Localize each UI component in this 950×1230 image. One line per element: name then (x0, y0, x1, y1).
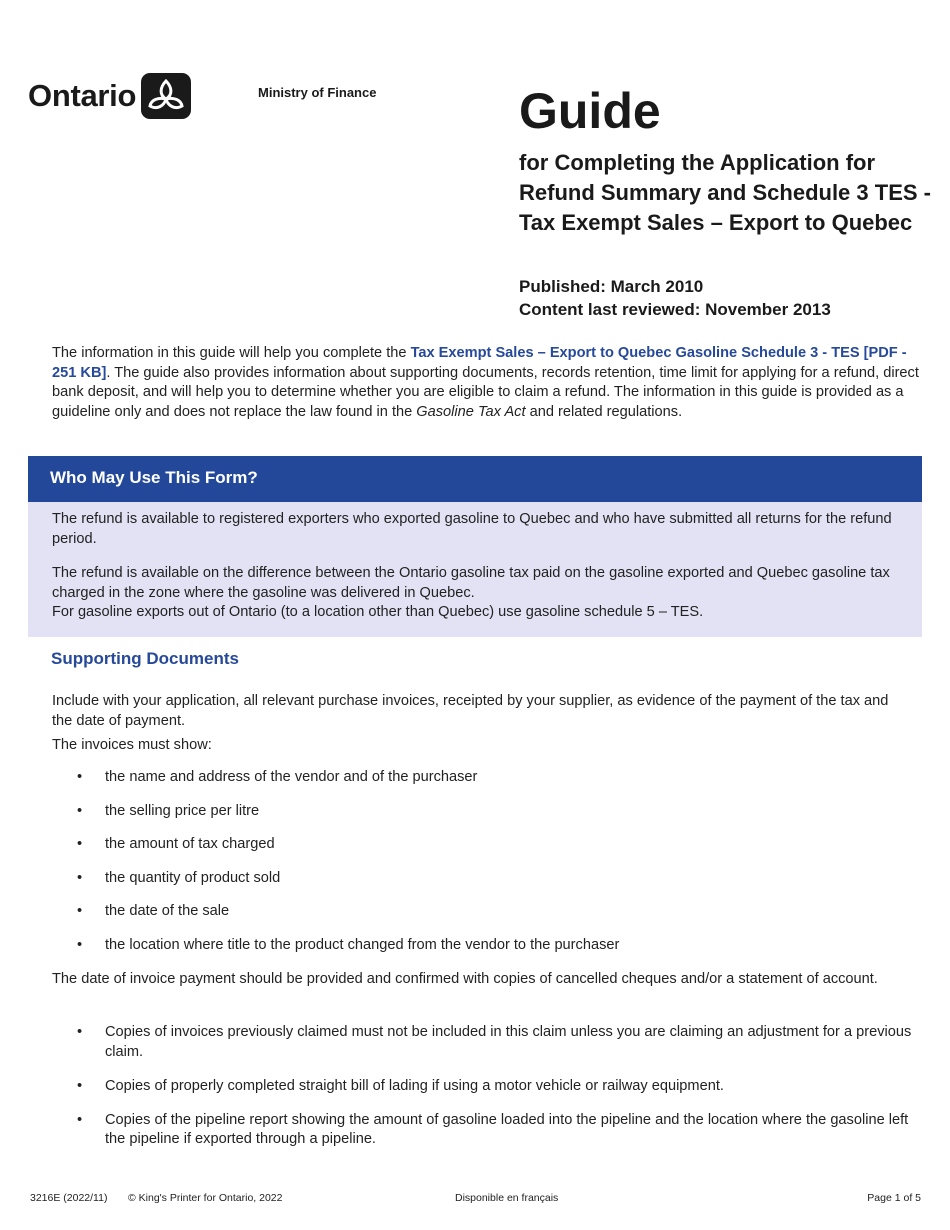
bullet: • (77, 869, 83, 886)
bullet: • (77, 1111, 83, 1128)
bullet: • (77, 802, 83, 819)
invoice-requirements-list (52, 768, 912, 956)
logo-wordmark: Ontario (28, 78, 137, 113)
published-date: Published: March 2010 (519, 277, 704, 296)
list-item: • the date of the sale (52, 902, 912, 936)
section-header-who (28, 456, 922, 502)
publication-dates (519, 275, 831, 321)
intro-text-end: and related regulations. (525, 403, 683, 420)
intro-paragraph (52, 344, 922, 422)
list-item: • Copies of invoices previously claimed must not be included in this claim unless you are claiming an adjustment for a previous claim. (77, 1024, 912, 1060)
intro-text-middle: . The guide also provides information about supporting documents, records retention, time limit for applying for a refund, direct bank deposit, and will help you to determine whether you are eligible to claim a refund. The information in this guide is provided as a guideline only and does not replace the law found in the (52, 364, 919, 420)
page-number: Page 1 of 5 (867, 1192, 921, 1204)
who-paragraph-1: The refund is available to registered exporters who exported gasoline to Quebec and who have submitted all returns for the refund period. (52, 511, 892, 547)
who-paragraph-2: The refund is available on the difference between the Ontario gasoline tax paid on the gasoline exported and Quebec gasoline tax charged in the zone where the gasoline was delivered in Quebec. (52, 565, 890, 601)
section-title-who: Who May Use This Form? (50, 468, 258, 487)
schedule-pdf-link[interactable]: Tax Exempt Sales – Export to Quebec Gasoline Schedule 3 - TES [PDF - 251 KB] (52, 345, 907, 381)
list-item: • the selling price per litre (52, 802, 912, 836)
list-item: • the amount of tax charged (52, 835, 912, 869)
list-item: • the name and address of the vendor and of the purchaser (52, 768, 912, 802)
page-subtitle: for Completing the Application for Refund Summary and Schedule 3 TES - Tax Exempt Sales – Export to Quebec (519, 150, 931, 235)
who-paragraph-3: For gasoline exports out of Ontario (to a location other than Quebec) use gasoline schedule 5 – TES. (52, 604, 704, 621)
copies-list (52, 1023, 912, 1150)
act-name: Gasoline Tax Act (416, 403, 526, 420)
form-id: 3216E (2022/11) (30, 1192, 108, 1204)
reviewed-date: Content last reviewed: November 2013 (519, 300, 831, 319)
list-item: • the quantity of product sold (52, 869, 912, 903)
ministry-name: Ministry of Finance (258, 85, 377, 100)
ontario-logo (28, 72, 192, 120)
supporting-paragraph-1: Include with your application, all relevant purchase invoices, receipted by your supplier, as evidence of the payment of the tax and the date of payment. (52, 693, 889, 729)
bullet: • (77, 836, 83, 853)
list-item: • the location where title to the product changed from the vendor to the purchaser (52, 936, 912, 956)
bullet: • (77, 936, 83, 953)
french-availability: Disponible en français (455, 1192, 559, 1204)
section-title-supporting: Supporting Documents (51, 649, 239, 668)
page-title: Guide (519, 83, 661, 139)
bullet: • (77, 1078, 83, 1094)
list-item: • Copies of the pipeline report showing the amount of gasoline loaded into the pipeline and the location where the gasoline left the pipeline if exported through a pipeline. (77, 1111, 909, 1148)
supporting-paragraph-3: The date of invoice payment should be provided and confirmed with copies of cancelled cheques and/or a statement of account. (52, 971, 878, 987)
copyright: © King's Printer for Ontario, 2022 (128, 1192, 283, 1204)
who-section-body (28, 502, 922, 637)
list-item: • Copies of properly completed straight bill of lading if using a motor vehicle or railway equipment. (52, 1077, 912, 1111)
intro-text-start: The information in this guide will help you complete the (52, 345, 411, 361)
bullet: • (77, 903, 83, 920)
bullet: • (77, 1024, 83, 1040)
supporting-paragraph-2: The invoices must show: (52, 737, 212, 753)
bullet: • (77, 769, 83, 785)
trillium-icon (140, 73, 192, 119)
